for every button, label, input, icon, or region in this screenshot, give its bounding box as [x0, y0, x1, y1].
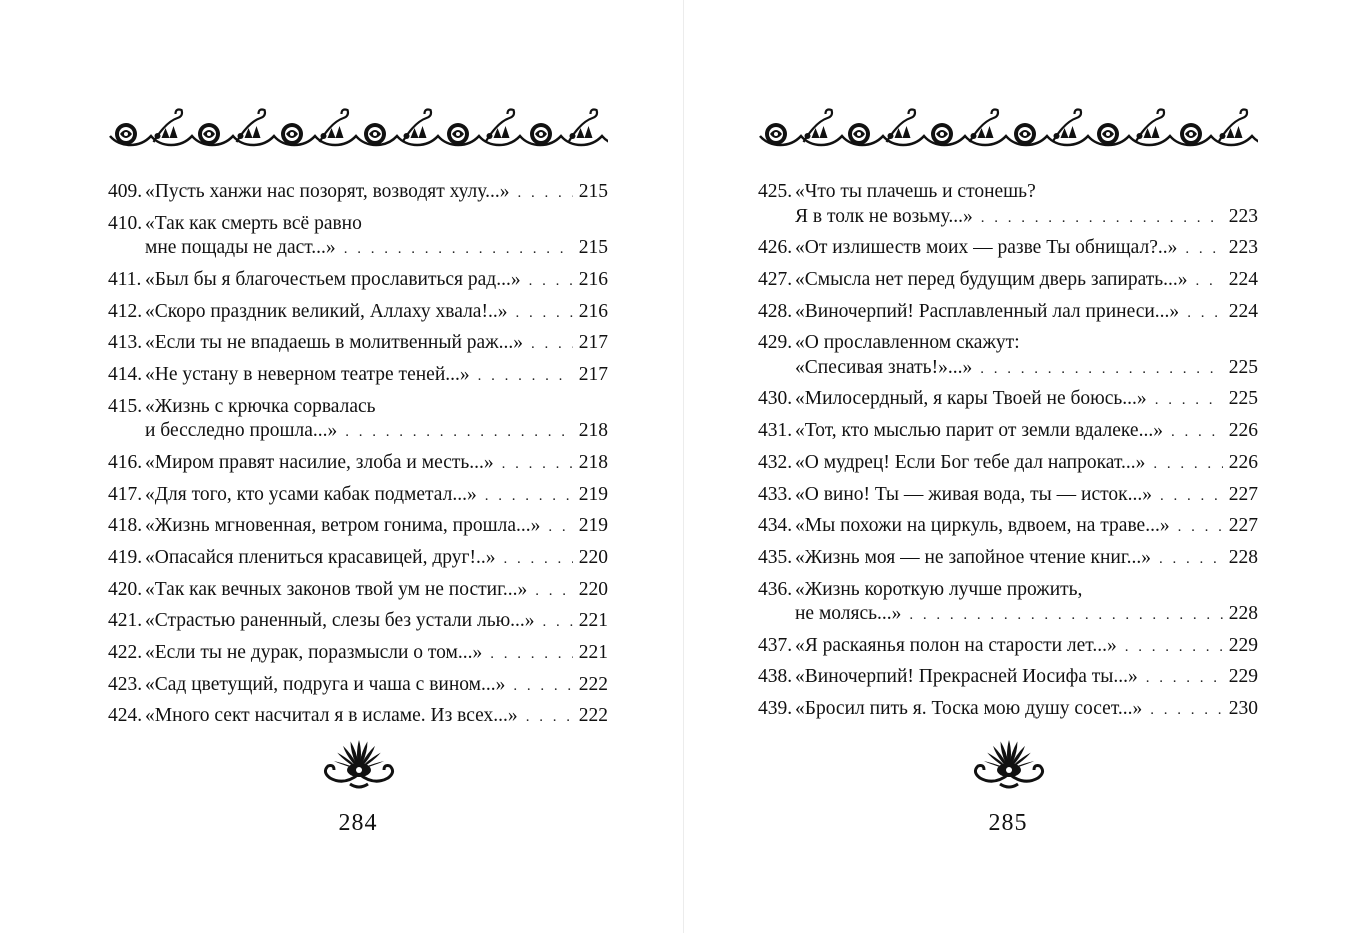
entry-title: Я в толк не возьму...»: [795, 205, 973, 227]
toc-entry-line: [108, 395, 608, 420]
entry-page-number: 224: [1228, 268, 1258, 290]
toc-entry-line: [758, 356, 1258, 382]
toc-entry: [758, 236, 1258, 262]
toc-entry: [758, 665, 1258, 691]
dot-leader: [980, 357, 1223, 382]
entry-page-number: 223: [1228, 205, 1258, 227]
entry-number: 428.: [758, 300, 793, 322]
dot-leader: [1171, 420, 1223, 445]
entry-number: 427.: [758, 268, 793, 290]
toc-entry-line: [758, 236, 1258, 262]
dot-leader: [535, 579, 573, 604]
entry-page-number: 229: [1228, 666, 1258, 688]
toc-entry-line: [758, 697, 1258, 723]
dot-leader: [502, 452, 573, 477]
entry-title: «Если ты не дурак, поразмысли о том...»: [145, 641, 483, 663]
table-of-contents: [758, 180, 1258, 729]
dot-leader: [1196, 269, 1223, 294]
entry-number: 418.: [108, 515, 143, 537]
right-page: [758, 0, 1258, 933]
toc-entry: [108, 212, 608, 262]
entry-number: 413.: [108, 332, 143, 354]
entry-title: «Жизнь с крючка сорвалась: [145, 395, 376, 417]
entry-page-number: 219: [578, 515, 608, 537]
dot-leader: [517, 181, 572, 206]
entry-page-number: 217: [578, 363, 608, 385]
entry-title: «О мудрец! Если Бог тебе дал напрокат...»: [795, 451, 1146, 473]
entry-title: мне пощады не даст...»: [145, 237, 336, 259]
ornamental-border-icon: [108, 104, 608, 154]
entry-number: 419.: [108, 546, 143, 568]
entry-title: «От излишеств моих — разве Ты обнищал?..»: [795, 237, 1178, 259]
toc-entry-line: [758, 514, 1258, 540]
toc-entry: [108, 363, 608, 389]
toc-entry-line: [108, 212, 608, 237]
entry-page-number: 215: [578, 181, 608, 202]
toc-entry-line: [758, 483, 1258, 509]
dot-leader: [490, 642, 572, 667]
entry-number: 425.: [758, 181, 793, 202]
dot-leader: [1159, 547, 1223, 572]
toc-entry: [108, 451, 608, 477]
entry-title: «Пусть ханжи нас позорят, возводят хулу...»: [145, 181, 510, 202]
dot-leader: [344, 237, 573, 262]
book-gutter: [683, 0, 684, 933]
entry-title: «Тот, кто мыслью парит от земли вдалеке...»: [795, 420, 1163, 442]
toc-entry: [108, 331, 608, 357]
dot-leader: [504, 547, 573, 572]
toc-entry-line: [108, 331, 608, 357]
toc-entry: [758, 634, 1258, 660]
entry-title: «Если ты не впадаешь в молитвенный раж...»: [145, 332, 524, 354]
toc-entry-line: [758, 419, 1258, 445]
toc-entry-line: [108, 673, 608, 699]
toc-entry: [758, 546, 1258, 572]
toc-entry-line: [758, 665, 1258, 691]
dot-leader: [526, 705, 573, 730]
entry-number: 409.: [108, 181, 143, 202]
entry-title: «Много сект насчитал я в исламе. Из всех...»: [145, 705, 518, 727]
entry-title: «Был бы я благочестьем прославиться рад...»: [145, 268, 521, 290]
entry-number: 434.: [758, 515, 793, 537]
toc-entry: [108, 395, 608, 445]
toc-entry: [108, 704, 608, 730]
palmette-ornament-icon: [320, 734, 398, 792]
entry-title: не молясь...»: [795, 603, 902, 625]
entry-number: 414.: [108, 363, 143, 385]
entry-title: «Смысла нет перед будущим дверь запирать...»: [795, 268, 1188, 290]
entry-title: «Жизнь мгновенная, ветром гонима, прошла...»: [145, 515, 541, 537]
entry-number: 437.: [758, 634, 793, 656]
entry-page-number: 228: [1228, 546, 1258, 568]
toc-entry-line: [108, 609, 608, 635]
toc-entry-line: [758, 602, 1258, 628]
toc-entry-line: [108, 451, 608, 477]
toc-entry-line: [758, 300, 1258, 326]
ornamental-border-icon: [758, 104, 1258, 154]
entry-number: 431.: [758, 420, 793, 442]
entry-title: «О вино! Ты — живая вода, ты — исток...»: [795, 483, 1152, 505]
dot-leader: [529, 269, 573, 294]
toc-entry-line: [758, 578, 1258, 603]
toc-entry-line: [108, 578, 608, 604]
page-number: 285: [988, 810, 1028, 836]
entry-page-number: 226: [1228, 420, 1258, 442]
entry-title: «Жизнь моя — не запойное чтение книг...»: [795, 546, 1152, 568]
toc-entry-line: [108, 546, 608, 572]
toc-entry-line: [108, 363, 608, 389]
entry-number: 424.: [108, 705, 143, 727]
entry-title: «Так как вечных законов твой ум не постиг...»: [145, 578, 528, 600]
entry-page-number: 221: [578, 610, 608, 632]
toc-entry-line: [108, 641, 608, 667]
entry-number: 422.: [108, 641, 143, 663]
entry-page-number: 221: [578, 641, 608, 663]
toc-entry: [108, 514, 608, 540]
entry-page-number: 219: [578, 483, 608, 505]
dot-leader: [909, 603, 1222, 628]
entry-number: 421.: [108, 610, 143, 632]
entry-page-number: 220: [578, 578, 608, 600]
dot-leader: [1155, 388, 1223, 413]
dot-leader: [1160, 484, 1223, 509]
entry-title: «Страстью раненный, слезы без устали лью...»: [145, 610, 535, 632]
entry-page-number: 222: [578, 673, 608, 695]
entry-number: 430.: [758, 388, 793, 410]
palmette-ornament-icon: [970, 734, 1048, 792]
toc-entry-line: [108, 419, 608, 445]
entry-title: «Жизнь короткую лучше прожить,: [795, 578, 1083, 600]
toc-entry: [758, 419, 1258, 445]
entry-page-number: 216: [578, 268, 608, 290]
dot-leader: [1153, 452, 1222, 477]
dot-leader: [345, 420, 573, 445]
toc-entry: [108, 546, 608, 572]
entry-title: «Я раскаянья полон на старости лет...»: [795, 634, 1117, 656]
entry-page-number: 215: [578, 237, 608, 259]
left-page: [108, 0, 608, 933]
entry-title: «Опасайся плениться красавицей, друг!..»: [145, 546, 496, 568]
entry-page-number: 228: [1228, 603, 1258, 625]
entry-number: 420.: [108, 578, 143, 600]
toc-entry: [108, 641, 608, 667]
dot-leader: [1178, 515, 1223, 540]
entry-page-number: 225: [1228, 356, 1258, 378]
entry-title: «Для того, кто усами кабак подметал...»: [145, 483, 477, 505]
toc-entry-line: [758, 387, 1258, 413]
entry-number: 423.: [108, 673, 143, 695]
toc-entry-line: [108, 268, 608, 294]
dot-leader: [1187, 301, 1223, 326]
entry-page-number: 225: [1228, 388, 1258, 410]
entry-page-number: 216: [578, 300, 608, 322]
toc-entry: [758, 180, 1258, 230]
toc-entry: [758, 697, 1258, 723]
toc-entry-line: [108, 483, 608, 509]
entry-number: 415.: [108, 395, 143, 417]
entry-title: «Скоро праздник великий, Аллаху хвала!..»: [145, 300, 508, 322]
entry-page-number: 220: [578, 546, 608, 568]
dot-leader: [1125, 635, 1223, 660]
toc-entry: [108, 483, 608, 509]
entry-page-number: 218: [578, 420, 608, 442]
toc-entry-line: [108, 514, 608, 540]
toc-entry: [758, 483, 1258, 509]
dot-leader: [548, 515, 572, 540]
entry-page-number: 230: [1228, 698, 1258, 720]
entry-page-number: 227: [1228, 515, 1258, 537]
dot-leader: [478, 364, 573, 389]
entry-title: «Милосердный, я кары Твоей не боюсь...»: [795, 388, 1147, 410]
entry-number: 426.: [758, 237, 793, 259]
entry-page-number: 218: [578, 451, 608, 473]
entry-title: «Спесивая знать!»...»: [795, 356, 973, 378]
toc-entry: [758, 578, 1258, 628]
entry-title: «Мы похожи на циркуль, вдвоем, на траве...»: [795, 515, 1170, 537]
toc-entry: [108, 578, 608, 604]
table-of-contents: [108, 180, 608, 736]
entry-number: 438.: [758, 666, 793, 688]
toc-entry-line: [108, 236, 608, 262]
toc-entry-line: [758, 180, 1258, 205]
entry-number: 436.: [758, 578, 793, 600]
toc-entry-line: [108, 300, 608, 326]
dot-leader: [981, 206, 1223, 231]
entry-title: и бесследно прошла...»: [145, 420, 338, 442]
toc-entry: [758, 387, 1258, 413]
toc-entry-line: [108, 704, 608, 730]
toc-entry: [108, 268, 608, 294]
entry-title: «Бросил пить я. Тоска мою душу сосет...»: [795, 698, 1143, 720]
entry-number: 439.: [758, 698, 793, 720]
dot-leader: [513, 674, 572, 699]
toc-entry-line: [758, 451, 1258, 477]
entry-title: «Виночерпий! Расплавленный лал принеси...»: [795, 300, 1180, 322]
entry-number: 417.: [108, 483, 143, 505]
toc-entry: [108, 609, 608, 635]
toc-entry-line: [758, 205, 1258, 231]
dot-leader: [1185, 237, 1222, 262]
toc-entry: [758, 451, 1258, 477]
entry-page-number: 227: [1228, 483, 1258, 505]
entry-page-number: 226: [1228, 451, 1258, 473]
page-number: 284: [338, 810, 378, 836]
toc-entry: [108, 180, 608, 206]
entry-number: 412.: [108, 300, 143, 322]
toc-entry-line: [758, 634, 1258, 660]
dot-leader: [543, 610, 573, 635]
toc-entry: [758, 331, 1258, 381]
entry-number: 410.: [108, 212, 143, 234]
entry-number: 435.: [758, 546, 793, 568]
entry-page-number: 223: [1228, 237, 1258, 259]
entry-title: «Миром правят насилие, злоба и месть...»: [145, 451, 494, 473]
entry-title: «Не устану в неверном театре теней...»: [145, 363, 470, 385]
toc-entry: [758, 514, 1258, 540]
entry-page-number: 217: [578, 332, 608, 354]
toc-entry-line: [758, 268, 1258, 294]
dot-leader: [1146, 666, 1223, 691]
toc-entry: [108, 300, 608, 326]
dot-leader: [485, 484, 573, 509]
dot-leader: [531, 332, 573, 357]
dot-leader: [1150, 698, 1222, 723]
entry-number: 429.: [758, 332, 793, 354]
toc-entry-line: [108, 180, 608, 206]
dot-leader: [515, 301, 572, 326]
entry-title: «Виночерпий! Прекрасней Иосифа ты...»: [795, 666, 1138, 688]
entry-page-number: 229: [1228, 634, 1258, 656]
entry-title: «Что ты плачешь и стонешь?: [795, 181, 1036, 202]
entry-title: «Сад цветущий, подруга и чаша с вином...»: [145, 673, 506, 695]
toc-entry-line: [758, 546, 1258, 572]
entry-number: 416.: [108, 451, 143, 473]
entry-number: 433.: [758, 483, 793, 505]
entry-page-number: 222: [578, 705, 608, 727]
entry-page-number: 224: [1228, 300, 1258, 322]
entry-title: «О прославленном скажут:: [795, 332, 1020, 354]
entry-title: «Так как смерть всё равно: [145, 212, 362, 234]
entry-number: 432.: [758, 451, 793, 473]
entry-number: 411.: [108, 268, 142, 290]
toc-entry: [758, 268, 1258, 294]
toc-entry-line: [758, 331, 1258, 356]
toc-entry: [758, 300, 1258, 326]
toc-entry: [108, 673, 608, 699]
